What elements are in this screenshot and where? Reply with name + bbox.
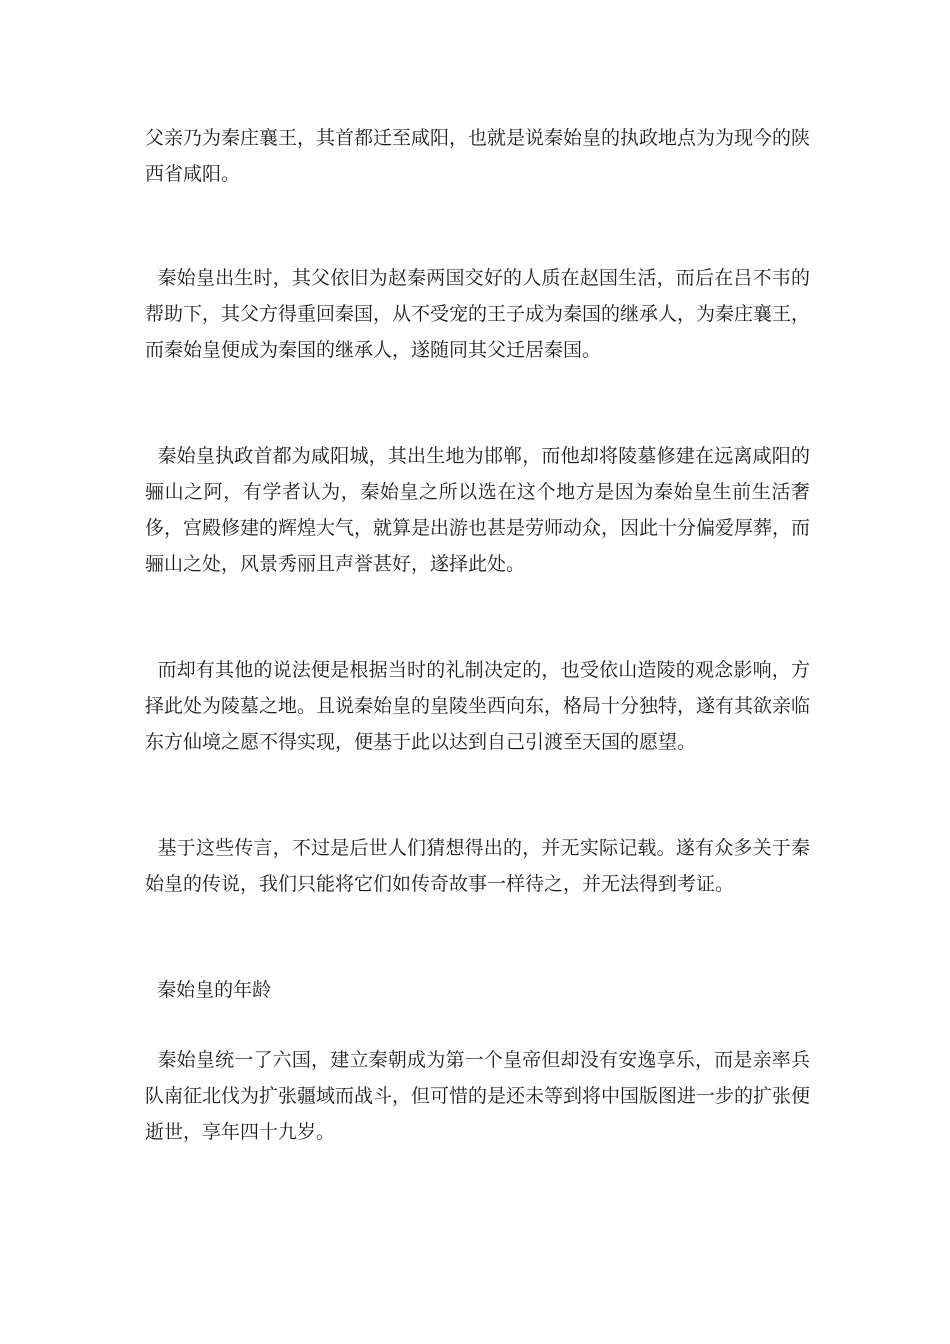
paragraph-1: 父亲乃为秦庄襄王，其首都迁至咸阳，也就是说秦始皇的执政地点为为现今的陕西省咸阳。 [145,127,811,185]
paragraph-2: 秦始皇出生时，其父依旧为赵秦两国交好的人质在赵国生活，而后在吕不韦的帮助下，其父方得重回秦国，从不受宠的王子成为秦国的继承人，为秦庄襄王，而秦始皇便成为秦国的继承人，遂随同其父迁居秦国。 [145,267,811,361]
section-heading: 秦始皇的年龄 [145,979,272,1001]
paragraph-5: 基于这些传言，不过是后世人们猜想得出的，并无实际记载。遂有众多关于秦始皇的传说，我们只能将它们如传奇故事一样待之，并无法得到考证。 [145,837,810,895]
paragraph-3: 秦始皇执政首都为咸阳城，其出生地为邯郸，而他却将陵墓修建在远离咸阳的骊山之阿，有学者认为，秦始皇之所以选在这个地方是因为秦始皇生前生活奢侈，宫殿修建的辉煌大气，就算是出游也甚是劳师动众，因此十分偏爱厚葬，而骊山之处，风景秀丽且声誉甚好，遂择此处。 [145,445,811,575]
paragraph-4: 而却有其他的说法便是根据当时的礼制决定的，也受依山造陵的观念影响，方择此处为陵墓之地。且说秦始皇的皇陵坐西向东，格局十分独特，遂有其欲亲临东方仙境之愿不得实现，便基于此以达到自己引渡至天国的愿望。 [145,659,811,753]
paragraph-6: 秦始皇统一了六国，建立秦朝成为第一个皇帝但却没有安逸享乐，而是亲率兵队南征北伐为扩张疆域而战斗，但可惜的是还未等到将中国版图进一步的扩张便逝世，享年四十九岁。 [145,1049,811,1143]
